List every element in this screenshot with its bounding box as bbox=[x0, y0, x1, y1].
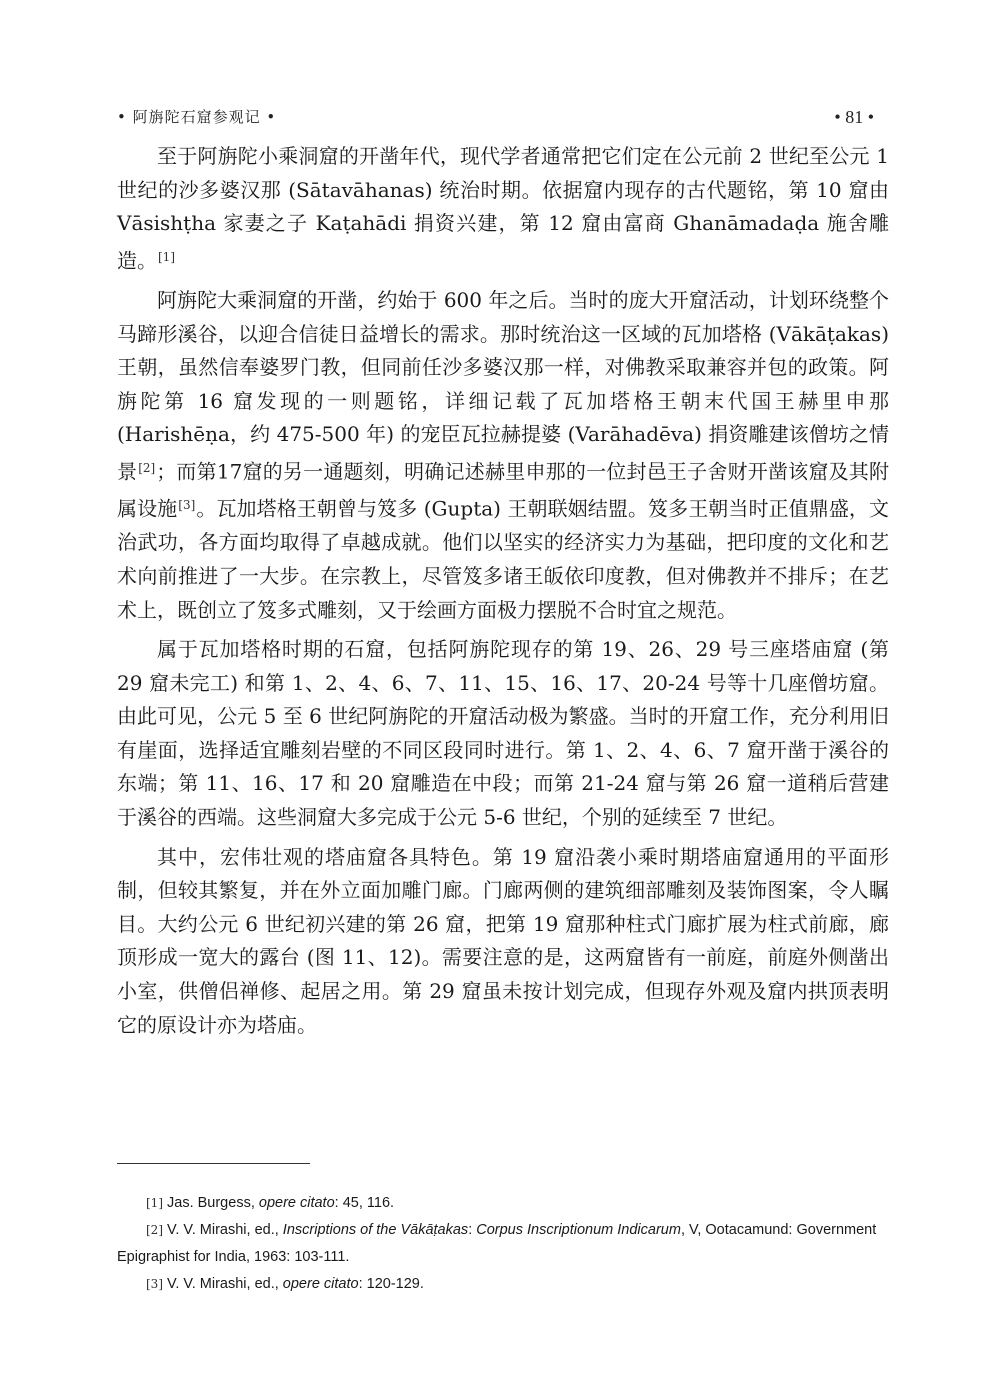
footnote-1 bbox=[117, 1190, 889, 1217]
footnote-2-post: , V, Ootacamund: Government Epigraphist for India, 1963: 103-111. bbox=[117, 1222, 877, 1265]
footnote-divider bbox=[117, 1163, 310, 1164]
running-header bbox=[117, 104, 874, 130]
paragraph-2 bbox=[117, 284, 889, 627]
paragraph-4: 其中，宏伟壮观的塔庙窟各具特色。第 19 窟沿袭小乘时期塔庙窟通用的平面形制，但较其繁复，并在外立面加雕门廊。门廊两侧的建筑细部雕刻及装饰图案，令人瞩目。大约公元 6 世纪初兴建的第 26 窟，把第 19 窟那种柱式门廊扩展为柱式前廊，廊顶形成一宽大的露台 (图 11、12)。需要注意的是，这两窟皆有一前庭，前庭外侧凿出小室，供僧侣禅修、起居之用。第 29 窟虽未按计划完成，但现存外观及窟内拱顶表明它的原设计亦为塔庙。 bbox=[117, 844, 889, 1037]
paragraph-1-text: 至于阿旃陀小乘洞窟的开凿年代，现代学者通常把它们定在公元前 2 世纪至公元 1 世纪的沙多婆汉那 (Sātavāhanas) 统治时期。依据窟内现存的古代题铭，第 10 窟由 Vāsishṭha 家妻之子 Kaṭahādi 捐资兴建，第 12 窟由富商 Ghanāmadaḍa 施舍雕造。 bbox=[117, 144, 889, 273]
footnote-2 bbox=[117, 1217, 889, 1271]
footnote-2-marker: [2] bbox=[146, 1223, 163, 1237]
footnote-ref-2[interactable]: [2] bbox=[138, 460, 156, 475]
footnote-ref-3[interactable]: [3] bbox=[178, 498, 196, 513]
footnote-3-italic: opere citato bbox=[282, 1276, 359, 1292]
paragraph-3: 属于瓦加塔格时期的石窟，包括阿旃陀现存的第 19、26、29 号三座塔庙窟 (第 29 窟未完工) 和第 1、2、4、6、7、11、15、16、17、20-24 号等十几座僧坊窟。由此可见，公元 5 至 6 世纪阿旃陀的开窟活动极为繁盛。当时的开窟工作，充分利用旧有崖面，选择适宜雕刻岩壁的不同区段同时进行。第 1、2、4、6、7 窟开凿于溪谷的东端；第 11、16、17 和 20 窟雕造在中段；而第 21-24 窟与第 26 窟一道稍后营建于溪谷的西端。这些洞窟大多完成于公元 5-6 世纪，个别的延续至 7 世纪。 bbox=[117, 637, 889, 830]
footnote-3 bbox=[117, 1271, 889, 1298]
footnote-3-post: : 120-129. bbox=[358, 1276, 424, 1292]
footnote-1-marker: [1] bbox=[146, 1196, 163, 1210]
footnote-1-pre: Jas. Burgess, bbox=[167, 1195, 259, 1211]
main-text bbox=[117, 140, 889, 1048]
page-number: • 81 • bbox=[834, 107, 874, 127]
footnote-3-marker: [3] bbox=[146, 1277, 163, 1291]
footnote-2-mid: : bbox=[468, 1222, 477, 1238]
footnote-2-pre: V. V. Mirashi, ed., bbox=[167, 1222, 283, 1238]
footnote-3-pre: V. V. Mirashi, ed., bbox=[167, 1276, 283, 1292]
footnote-2-italic: Inscriptions of the Vākāṭakas bbox=[282, 1222, 469, 1238]
footnote-2-italic-2: Corpus Inscriptionum Indicarum bbox=[476, 1222, 681, 1238]
paragraph-1 bbox=[117, 140, 889, 278]
footnote-1-post: : 45, 116. bbox=[334, 1195, 395, 1211]
running-title: • 阿旃陀石窟参观记 • bbox=[117, 108, 277, 126]
paragraph-2-text-c: 。瓦加塔格王朝曾与笈多 (Gupta) 王朝联姻结盟。笈多王朝当时正值鼎盛，文治武功，各方面均取得了卓越成就。他们以坚实的经济实力为基础，把印度的文化和艺术向前推进了一大步。在宗教上，尽管笈多诸王皈依印度教，但对佛教并不排斥；在艺术上，既创立了笈多式雕刻，又于绘画方面极力摆脱不合时宜之规范。 bbox=[117, 496, 889, 622]
paragraph-2-text-a: 阿旃陀大乘洞窟的开凿，约始于 600 年之后。当时的庞大开窟活动，计划环绕整个马蹄形溪谷，以迎合信徒日益增长的需求。那时统治这一区域的瓦加塔格 (Vākāṭakas) 王朝，虽然信奉婆罗门教，但同前任沙多婆汉那一样，对佛教采取兼容并包的政策。阿旃陀第 16 窟发现的一则题铭，详细记载了瓦加塔格王朝末代国王赫里申那 (Harishēṇa，约 475-500 年) 的宠臣瓦拉赫提婆 (Varāhadēva) 捐资雕建该僧坊之情景 bbox=[117, 287, 889, 484]
footnote-ref-1[interactable]: [1] bbox=[158, 249, 175, 264]
footnotes bbox=[117, 1190, 889, 1298]
paragraph-2-text-b: ；而第17窟的另一通题刻，明确记述赫里申那的一位封邑王子舍财开凿该窟及其附属设施 bbox=[117, 459, 890, 521]
footnote-1-italic: opere citato bbox=[258, 1195, 335, 1211]
